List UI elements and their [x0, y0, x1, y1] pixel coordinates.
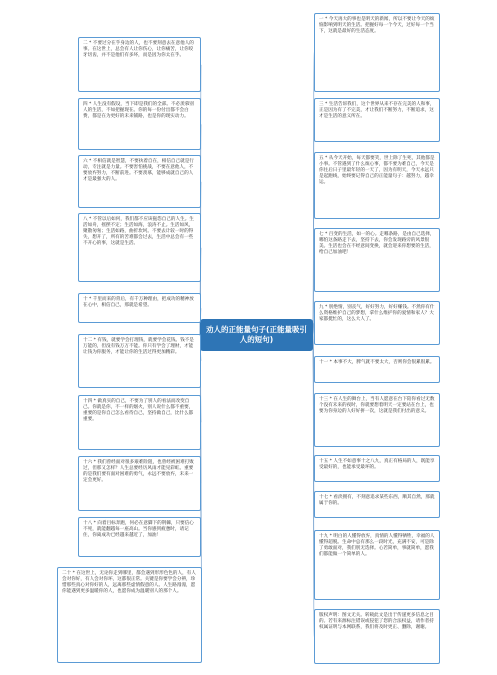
topic-node-right-8[interactable]: 十五 * 人生不如意事十之八九，真正有格局的人，既能享受最好的，也能承受最坏的。 — [314, 455, 440, 482]
topic-node-left-9[interactable]: 十八 * 向着目标奔跑，何必在意脚下的荆棘，只要信心不死，就能翻越每一座高山。当你感到疲惫时，请记住，你离成功已经越来越近了，加油！ — [78, 517, 201, 557]
topic-node-left-7[interactable]: 十四 * 做真实的自己，不要为了别人的看法而改变自己。你就是你，不一样的烟火，别人说什么都不重要，重要的是你自己怎么看待自己，坚持做自己，比什么都重要。 — [78, 395, 201, 450]
topic-node-right-11[interactable]: 版权声明：图文无关。转载此文是出于传递更多信息之目的。若有来源标注错误或侵犯了您的合法权益，请作者持权属证明与本网联系，我们将及时更正、删除，谢谢。 — [314, 609, 440, 664]
topic-node-right-2[interactable]: 三 * 生活告诉我们，这个世界从来不存在完美的人和事，正是因为有了不完美，才让我们不断努力，不断追求，这才是生活的意义所在。 — [314, 98, 440, 142]
topic-node-right-6[interactable]: 十一 * 本事不大，脾气就不要太大，否则你会很累很累。 — [314, 356, 440, 383]
topic-node-right-3[interactable]: 五 * 从今天开始，每天都要笑，世上除了生死，其他都是小事。不管遇到了什么烦心事，都不要为难自己，今天是你往后日子里最年轻的一天了，因为有明天，今天永远只是起跑线，始终要记得自己的正能量句子：越努力，越幸运。 — [314, 152, 440, 219]
topic-node-left-5[interactable]: 十 * 千里而来的背后，有千万种理由，把成功的精神放在心中，相信自己，那就是希望。 — [78, 293, 201, 323]
central-topic[interactable]: 劝人的正能量句子(正能量吸引人的短句) — [200, 319, 313, 351]
topic-node-right-5[interactable]: 九 * 别绝情，别丧气，好好努力，好好赚钱。不然你有什么资格维护自己的梦想，拿什么维护你的爱情和家人？大家都挺忙的，这么大人了。 — [314, 301, 440, 345]
topic-node-right-4[interactable]: 七 * 百变的生活，如一的心。走哪条路，是由自己选择，哪怕这条路走下去，坚持下去，你会发现路旁的风景很美。生活也会在不经意间变换，就会迎来你想要的生活，给自己加油吧！ — [314, 228, 440, 292]
topic-node-right-10[interactable]: 十九 * 明白的人懂得放弃，真情的人懂得牺牲，幸福的人懂得超脱。生命中总有那么一段时光，充满不安，可是除了勇敢面对，我们别无选择。心若简单，事就简单，愿我们都能做一个简单的人。 — [314, 530, 440, 600]
topic-node-left-3[interactable]: 六 * 不相信就是智慧，不要执着自在，相信自己就是行动，专注就是力量。不要害怕挑战，不要在意他人，不要放弃努力，不断前进。不要羡慕，能够成就自己的人才是最强大的人。 — [78, 155, 201, 208]
topic-node-right-9[interactable]: 十七 * 看淡拥有，不刻意追求某些东西，顺其自然，那就属于你的。 — [314, 491, 440, 518]
topic-node-right-1[interactable]: 一 * 今天再大的事也是明天的新闻，所以不要让今天的烦恼影响到明天的生活。把握好每一个今天，过好每一个当下，这就是最好的生活态度。 — [314, 13, 440, 92]
topic-node-right-7[interactable]: 十三 * 在人生的舞台上，当有人愿意在台下陪你看过无数个没有未来的夜时，你就要想着明天一定要站在台上，也要为你身边的人好好拼一次，这就是我们付出的意义。 — [314, 393, 440, 447]
topic-node-left-1[interactable]: 二 * 不要过分在乎身边的人，也不要刻意去在意他人的事。在这世上，总会有人让你伤心，让你痛苦，让你咬牙切齿，并不是他们有多坏，而是因为你太在乎。 — [78, 37, 201, 92]
topic-node-left-6[interactable]: 十二 * 有钱，就要学会打理钱，就要学会花钱。钱不是万能的，但没有钱万万不能。你只有学会了理财，才能让钱为你服务，才能让你的生活过得更加精彩。 — [78, 334, 201, 388]
topic-node-left-2[interactable]: 四 * 人生没有假设，当下即是我们的全部。不必羡慕别人的生活，不如把握现在。你的每一份付出都不会白费，都是在为更好的未来铺路，也是你的现实动力。 — [78, 98, 201, 150]
topic-node-left-8[interactable]: 十六 * 我们曾经面对很多艰难险阻，也曾经被困难打败过，但那又怎样？人生总要经历风雨才能见彩虹。重要的是我们要有面对困难的勇气，永远不要放弃，未来一定会更好。 — [78, 456, 201, 511]
topic-node-left-10[interactable]: 二十 * 在这世上，无论你走到哪里，都会遇到形形色色的人，有人会对你好，有人会对你坏，这都很正常。关键是你要学会分辨，珍惜那些真心对你好的人，远离那些虚情假意的人。人生路漫漫，愿你能遇到更多温暖你的人，也愿你成为温暖别人的那个人。 — [57, 567, 202, 663]
topic-node-left-4[interactable]: 八 * 不管以后如何，我们都不应该拖怨自己的人生。生活如舟，摇摆不定；生活如海，浪涛不止。生活如风，聚散匆匆；生活如路，曲折坎坷。不要去计较一时的得失，想开了，所有的苦难都会过去，生活中总会有一些不开心的事，这就是生活。 — [78, 213, 201, 282]
